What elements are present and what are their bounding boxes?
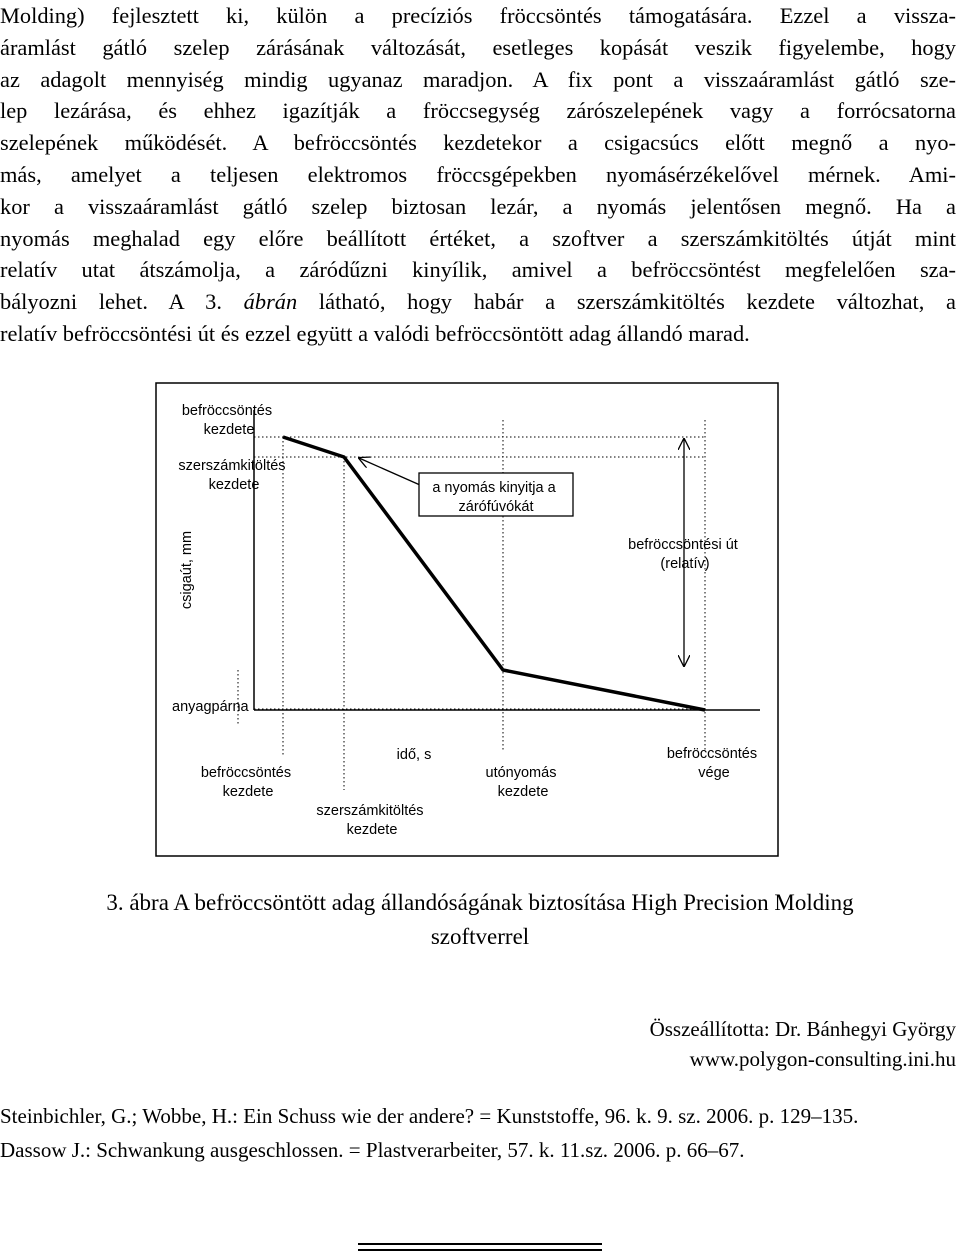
holding-pressure-start-label: utónyomás kezdete [485, 765, 557, 800]
author-name: Összeállította: Dr. Bánhegyi György [649, 1017, 956, 1041]
body-line: kor a visszaáramlást gátló szelep biztosan lezár, a nyomás jelentősen megnő. Ha a [0, 193, 956, 219]
relative-path-label: befröccsöntési út (relatív) [628, 537, 738, 572]
author-credit [650, 1014, 956, 1074]
mold-fill-start-label: szerszámkitöltés kezdete [178, 458, 286, 493]
injection-end-label: befröccsöntés vége [666, 746, 758, 781]
body-line: Molding) fejlesztett ki, külön a precíziós fröccsöntés támogatására. Ezzel a vissza- [0, 3, 956, 28]
y-axis-label: csigaút, mm [179, 530, 195, 610]
bottom-mold-fill-start-label: szerszámkitöltés kezdete [316, 803, 424, 838]
body-line: relatív befröccsöntési út és ezzel együtt a valódi befröccsöntött adag állandó marad. [0, 320, 750, 346]
body-text: bályozni lehet. A 3. [0, 289, 244, 315]
author-website: www.polygon-consulting.ini.hu [689, 1047, 956, 1071]
body-paragraph [0, 0, 956, 350]
body-line: nyomás meghalad egy előre beállított értéket, a szoftver a szerszámkitöltés útját mint [0, 225, 956, 251]
cushion-label: anyagpárna [172, 699, 249, 715]
footer-rule [358, 1243, 602, 1245]
nozzle-open-label: a nyomás kinyitja a zárófúvókát [432, 480, 556, 515]
body-line [0, 286, 956, 318]
body-line: szelepének működését. A befröccsöntés kezdetekor a csigacsúcs előtt megnő a nyo- [0, 130, 956, 156]
figure-caption [0, 886, 960, 954]
reference-item: Dassow J.: Schwankung ausgeschlossen. = Plastverarbeiter, 57. k. 11.sz. 2006. p. 66–67. [0, 1138, 745, 1162]
caption-line: 3. ábra A befröccsöntött adag állandóságának biztosítása High Precision Molding [106, 890, 854, 915]
nozzle-arrow [359, 458, 420, 485]
x-axis-label: idő, s [396, 747, 432, 763]
bottom-injection-start-label: befröccsöntés kezdete [200, 765, 292, 800]
footer-rule [358, 1249, 602, 1251]
body-text: látható, hogy habár a szerszámkitöltés kezdete változhat, a [297, 289, 956, 315]
body-line: áramlást gátló szelep zárásának változását, esetleges kopását veszik figyelembe, hogy [0, 34, 956, 60]
references [0, 1102, 958, 1170]
injection-start-label: befröccsöntés kezdete [181, 403, 273, 438]
figure-diagram [0, 380, 960, 860]
body-line: az adagolt mennyiség mindig ugyanaz maradjon. A fix pont a visszaáramlást gátló sze- [0, 66, 956, 92]
caption-line: szoftverrel [430, 924, 530, 949]
reference-item: Steinbichler, G.; Wobbe, H.: Ein Schuss wie der andere? = Kunststoffe, 96. k. 9. sz. 2006. p. 129–135. [0, 1104, 859, 1128]
body-line: lep lezárása, és ehhez igazítják a fröccsegység zárószelepének vagy a forrócsatorna [0, 98, 956, 124]
body-line: más, amelyet a teljesen elektromos fröccsgépekben nyomásérzékelővel mérnek. Ami- [0, 161, 956, 187]
body-line: relatív utat átszámolja, a záródűzni kinyílik, amivel a befröccsöntést megfelelően sza- [0, 257, 956, 283]
figure-reference: ábrán [243, 289, 298, 315]
